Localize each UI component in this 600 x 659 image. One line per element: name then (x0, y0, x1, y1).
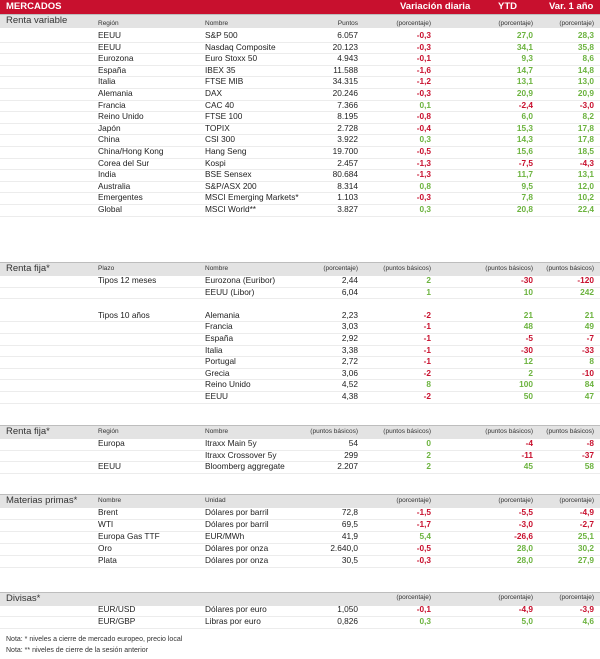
year-change: 35,8 (577, 41, 594, 52)
row-value: 7.366 (337, 99, 358, 110)
ytd-change: -3,0 (518, 519, 533, 529)
row-label: EEUU (98, 41, 122, 52)
row-label: Corea del Sur (98, 157, 150, 168)
row-name: TOPIX (205, 122, 230, 133)
row-name: Dólares por barril (205, 519, 269, 529)
year-change: -2,7 (579, 519, 594, 529)
ytd-change: 28,0 (516, 555, 533, 565)
row-value: 20.123 (332, 41, 358, 52)
year-change: 28,3 (577, 30, 594, 40)
column-header-row (0, 592, 600, 602)
daily-change: 0,3 (419, 204, 431, 214)
row-name: Itraxx Main 5y (205, 438, 257, 448)
row-label: Global (98, 204, 122, 214)
daily-change: -1 (423, 321, 431, 332)
footnote: Nota: ** niveles de cierre de la sesión anterior (6, 647, 149, 654)
column-header: (porcentaje) (559, 594, 594, 601)
ytd-change: 15,6 (516, 146, 533, 156)
row-name: CSI 300 (205, 134, 235, 145)
daily-change: 2 (426, 449, 431, 460)
daily-change: 0 (426, 438, 431, 448)
year-change: 8,6 (582, 53, 594, 64)
row-value: 20.246 (332, 88, 358, 98)
column-header: Plazo (98, 265, 115, 272)
row-label: Emergentes (98, 192, 143, 203)
row-name: EEUU (205, 391, 229, 401)
row-name: Itraxx Crossover 5y (205, 449, 277, 460)
year-change: 84 (584, 379, 594, 390)
column-header-row (0, 263, 600, 273)
ytd-change: 34,1 (516, 41, 533, 52)
column-header: (porcentaje) (396, 594, 431, 601)
row-value: 3.922 (337, 134, 358, 145)
row-name: FTSE MIB (205, 76, 244, 87)
table-row (0, 555, 600, 568)
year-change: 14,8 (577, 64, 594, 75)
year-change: 8 (589, 356, 594, 367)
row-name: FTSE 100 (205, 111, 243, 122)
row-label: Oro (98, 543, 112, 553)
row-value: 30,5 (341, 555, 358, 565)
daily-change: -1 (423, 356, 431, 367)
daily-change: -2 (423, 391, 431, 401)
year-change: 12,0 (577, 180, 594, 191)
ytd-change: 13,1 (516, 76, 533, 87)
column-header: (porcentaje) (396, 497, 431, 504)
year-change: 242 (580, 286, 594, 297)
column-header-row (0, 18, 600, 28)
column-header-row (0, 426, 600, 436)
row-name: Francia (205, 321, 233, 332)
column-header: (puntos básicos) (485, 265, 533, 272)
ytd-change: -7,5 (518, 157, 533, 168)
ytd-change: 14,3 (516, 134, 533, 145)
row-name: DAX (205, 88, 223, 98)
row-value: 2,92 (341, 333, 358, 343)
row-label: Alemania (98, 88, 133, 98)
row-value: 6,04 (341, 286, 358, 297)
table-row (0, 507, 600, 520)
daily-change: -1,3 (416, 169, 431, 180)
row-label: Italia (98, 76, 116, 87)
ytd-change: 9,5 (521, 180, 533, 191)
row-name: Nasdaq Composite (205, 41, 276, 52)
table-row (0, 391, 600, 404)
row-name: Libras por euro (205, 616, 261, 626)
ytd-change: 20,8 (516, 204, 533, 214)
row-label: Australia (98, 180, 131, 191)
column-header: (puntos básicos) (546, 428, 594, 435)
year-change: 17,8 (577, 134, 594, 145)
row-value: 8.314 (337, 180, 358, 191)
year-change: -4,9 (579, 507, 594, 517)
row-value: 4,52 (341, 379, 358, 390)
year-change: 17,8 (577, 122, 594, 133)
daily-change: -2 (423, 309, 431, 320)
row-value: 41,9 (341, 531, 358, 541)
year-change: 25,1 (577, 531, 594, 541)
row-name: Alemania (205, 309, 240, 320)
row-label: WTI (98, 519, 114, 529)
ytd-change: -26,6 (514, 531, 533, 541)
column-header: (porcentaje) (498, 594, 533, 601)
row-label: Brent (98, 507, 118, 517)
year-change: 13,1 (577, 169, 594, 180)
table-row (0, 298, 600, 310)
row-name: EEUU (Libor) (205, 286, 255, 297)
daily-change: -0,8 (416, 111, 431, 122)
row-name: MSCI Emerging Markets* (205, 192, 299, 203)
row-value: 1.103 (337, 192, 358, 203)
column-header: (porcentaje) (498, 497, 533, 504)
daily-change: -1,7 (416, 519, 431, 529)
column-header: (puntos básicos) (383, 265, 431, 272)
row-name: Hang Seng (205, 146, 247, 156)
row-label: EUR/USD (98, 604, 136, 614)
row-name: Portugal (205, 356, 236, 367)
column-header: Nombre (205, 428, 229, 435)
row-label: China (98, 134, 120, 145)
row-value: 0,826 (337, 616, 358, 626)
year-change: 27,9 (577, 555, 594, 565)
ytd-change: -5,5 (518, 507, 533, 517)
row-value: 299 (344, 449, 358, 460)
year-change: -4,3 (579, 157, 594, 168)
ytd-change: 100 (519, 379, 533, 390)
header-daily-change: Variación diaria (400, 1, 471, 12)
year-change: 18,5 (577, 146, 594, 156)
row-name: Grecia (205, 367, 230, 378)
ytd-change: 11,7 (517, 169, 533, 180)
row-name: EUR/MWh (205, 531, 245, 541)
daily-change: 1 (426, 286, 431, 297)
row-name: Euro Stoxx 50 (205, 53, 258, 64)
row-name: IBEX 35 (205, 64, 236, 75)
footnote: Nota: * niveles a cierre de mercado europeo, precio local (6, 636, 183, 643)
row-value: 4.943 (337, 53, 358, 64)
table-row (0, 616, 600, 629)
daily-change: 8 (426, 379, 431, 390)
row-label: EEUU (98, 461, 122, 472)
row-label: España (98, 64, 127, 75)
daily-change: -1,2 (416, 76, 431, 87)
year-change: 13,0 (577, 76, 594, 87)
row-name: BSE Sensex (205, 169, 252, 180)
section-title: Renta fija* (6, 263, 50, 274)
ytd-change: 50 (523, 391, 533, 401)
section-title: Renta variable (6, 15, 68, 26)
section-title: Renta fija* (6, 426, 50, 437)
ytd-change: 28,0 (516, 543, 533, 553)
row-name: Kospi (205, 157, 226, 168)
daily-change: 0,8 (419, 180, 431, 191)
column-header: (puntos básicos) (546, 265, 594, 272)
row-name: S&P 500 (205, 30, 238, 40)
row-label: EEUU (98, 30, 122, 40)
year-change: 49 (584, 321, 594, 332)
daily-change: -2 (423, 367, 431, 378)
year-change: 58 (584, 461, 594, 472)
row-label: Reino Unido (98, 111, 144, 122)
row-value: 6.057 (337, 30, 358, 40)
row-label: Japón (98, 122, 121, 133)
row-value: 2.640,0 (330, 543, 358, 553)
row-value: 2.207 (337, 461, 358, 472)
row-value: 34.315 (332, 76, 358, 87)
row-label: Plata (98, 555, 117, 565)
row-value: 3,06 (341, 367, 358, 378)
year-change: 10,2 (577, 192, 594, 203)
row-name: Dólares por onza (205, 555, 269, 565)
ytd-change: 6,0 (521, 111, 533, 122)
column-header: Nombre (205, 265, 229, 272)
header-year-change: Var. 1 año (549, 1, 594, 12)
year-change: -7 (586, 333, 594, 343)
year-change: 4,6 (582, 616, 594, 626)
column-header: Región (98, 20, 119, 27)
daily-change: -0,5 (416, 146, 431, 156)
year-change: 20,9 (577, 88, 594, 98)
daily-change: -0,3 (416, 555, 431, 565)
row-label: Eurozona (98, 53, 134, 64)
row-name: Reino Unido (205, 379, 251, 390)
year-change: 22,4 (577, 204, 594, 214)
column-header: (porcentaje) (323, 265, 358, 272)
row-value: 72,8 (341, 507, 358, 517)
row-name: Dólares por barril (205, 507, 269, 517)
daily-change: 5,4 (419, 531, 431, 541)
year-change: 8,2 (582, 111, 594, 122)
row-value: 2.728 (337, 122, 358, 133)
ytd-change: 21 (523, 309, 533, 320)
daily-change: 0,1 (419, 99, 431, 110)
table-row (0, 604, 600, 617)
row-label: Europa (98, 438, 125, 448)
column-header: Unidad (205, 497, 226, 504)
daily-change: -1 (423, 344, 431, 355)
ytd-change: 48 (523, 321, 533, 332)
row-value: 2.457 (337, 157, 358, 168)
daily-change: 0,3 (419, 134, 431, 145)
ytd-change: 20,9 (516, 88, 533, 98)
column-header: (porcentaje) (396, 20, 431, 27)
header-ytd: YTD (498, 1, 517, 12)
row-value: 11.588 (333, 64, 358, 75)
daily-change: 0,3 (419, 616, 431, 626)
column-header: Nombre (205, 20, 229, 27)
daily-change: -0,1 (416, 604, 431, 614)
row-name: Italia (205, 344, 223, 355)
daily-change: -1,5 (416, 507, 431, 517)
row-value: 2,23 (341, 309, 358, 320)
row-value: 3,03 (341, 321, 358, 332)
ytd-change: -11 (521, 449, 533, 460)
ytd-change: 45 (523, 461, 533, 472)
row-label: India (98, 169, 116, 180)
table-row (0, 519, 600, 532)
daily-change: -0,4 (416, 122, 431, 133)
daily-change: -1,3 (416, 157, 431, 168)
year-change: 30,2 (577, 543, 594, 553)
year-change: -37 (582, 449, 594, 460)
year-change: -3,0 (579, 99, 594, 110)
column-header: Puntos (337, 20, 358, 27)
row-label: China/Hong Kong (98, 146, 164, 156)
daily-change: 2 (426, 461, 431, 472)
daily-change: 2 (426, 275, 431, 285)
ytd-change: -2,4 (518, 99, 533, 110)
row-name: España (205, 333, 234, 343)
column-header: (puntos básicos) (485, 428, 533, 435)
ytd-change: 2 (528, 367, 533, 378)
row-value: 1,050 (337, 604, 358, 614)
daily-change: -0,3 (416, 192, 431, 203)
ytd-change: 12 (523, 356, 533, 367)
row-label: Francia (98, 99, 126, 110)
daily-change: -0,3 (416, 30, 431, 40)
ytd-change: 27,0 (516, 30, 533, 40)
column-header: (porcentaje) (559, 20, 594, 27)
row-value: 3,38 (341, 344, 358, 355)
column-header: (puntos básicos) (383, 428, 431, 435)
ytd-change: 15,3 (516, 122, 533, 133)
daily-change: -0,3 (416, 41, 431, 52)
section-title: Materias primas* (6, 495, 78, 506)
table-row (0, 543, 600, 556)
daily-change: -0,3 (416, 88, 431, 98)
row-value: 8.195 (337, 111, 358, 122)
row-name: Dólares por onza (205, 543, 269, 553)
ytd-change: -5 (525, 333, 533, 343)
column-header: (puntos básicos) (310, 428, 358, 435)
row-value: 54 (348, 438, 358, 448)
ytd-change: -30 (521, 275, 533, 285)
row-name: MSCI World** (205, 204, 257, 214)
section-title: Divisas* (6, 593, 41, 604)
year-change: 47 (584, 391, 594, 401)
row-label: EUR/GBP (98, 616, 136, 626)
table-row (0, 531, 600, 544)
ytd-change: 9,3 (521, 53, 533, 64)
year-change: 21 (584, 309, 594, 320)
column-header-row (0, 495, 600, 505)
ytd-change: 14,7 (516, 64, 533, 75)
ytd-change: 7,8 (521, 192, 533, 203)
row-value: 2,72 (341, 356, 358, 367)
year-change: -33 (582, 344, 594, 355)
year-change: -120 (577, 275, 594, 285)
daily-change: -0,1 (416, 53, 431, 64)
year-change: -3,9 (579, 604, 594, 614)
row-value: 19.700 (332, 146, 358, 156)
row-value: 69,5 (341, 519, 358, 529)
ytd-change: 5,0 (521, 616, 533, 626)
row-label: Tipos 12 meses (98, 275, 157, 285)
table-row (0, 461, 600, 474)
row-name: Bloomberg aggregate (205, 461, 285, 472)
ytd-change: 10 (523, 286, 533, 297)
row-value: 4,38 (341, 391, 358, 401)
row-label: Europa Gas TTF (98, 531, 160, 541)
column-header: (porcentaje) (498, 20, 533, 27)
row-name: Dólares por euro (205, 604, 267, 614)
row-name: CAC 40 (205, 99, 235, 110)
header-title: MERCADOS (6, 1, 62, 12)
ytd-change: -30 (521, 344, 533, 355)
row-value: 3.827 (337, 204, 358, 214)
ytd-change: -4,9 (518, 604, 533, 614)
row-label: Tipos 10 años (98, 309, 150, 320)
daily-change: -0,5 (416, 543, 431, 553)
table-row (0, 204, 600, 217)
header-bar (0, 0, 600, 14)
daily-change: -1 (423, 333, 431, 343)
row-name: S&P/ASX 200 (205, 180, 257, 191)
row-name: Eurozona (Euribor) (205, 275, 276, 285)
row-value: 80.684 (332, 169, 358, 180)
ytd-change: -4 (525, 438, 533, 448)
year-change: -10 (582, 367, 594, 378)
daily-change: -1,6 (416, 64, 431, 75)
year-change: -8 (586, 438, 594, 448)
column-header: Región (98, 428, 119, 435)
column-header: Nombre (98, 497, 122, 504)
column-header: (porcentaje) (559, 497, 594, 504)
row-value: 2,44 (341, 275, 358, 285)
